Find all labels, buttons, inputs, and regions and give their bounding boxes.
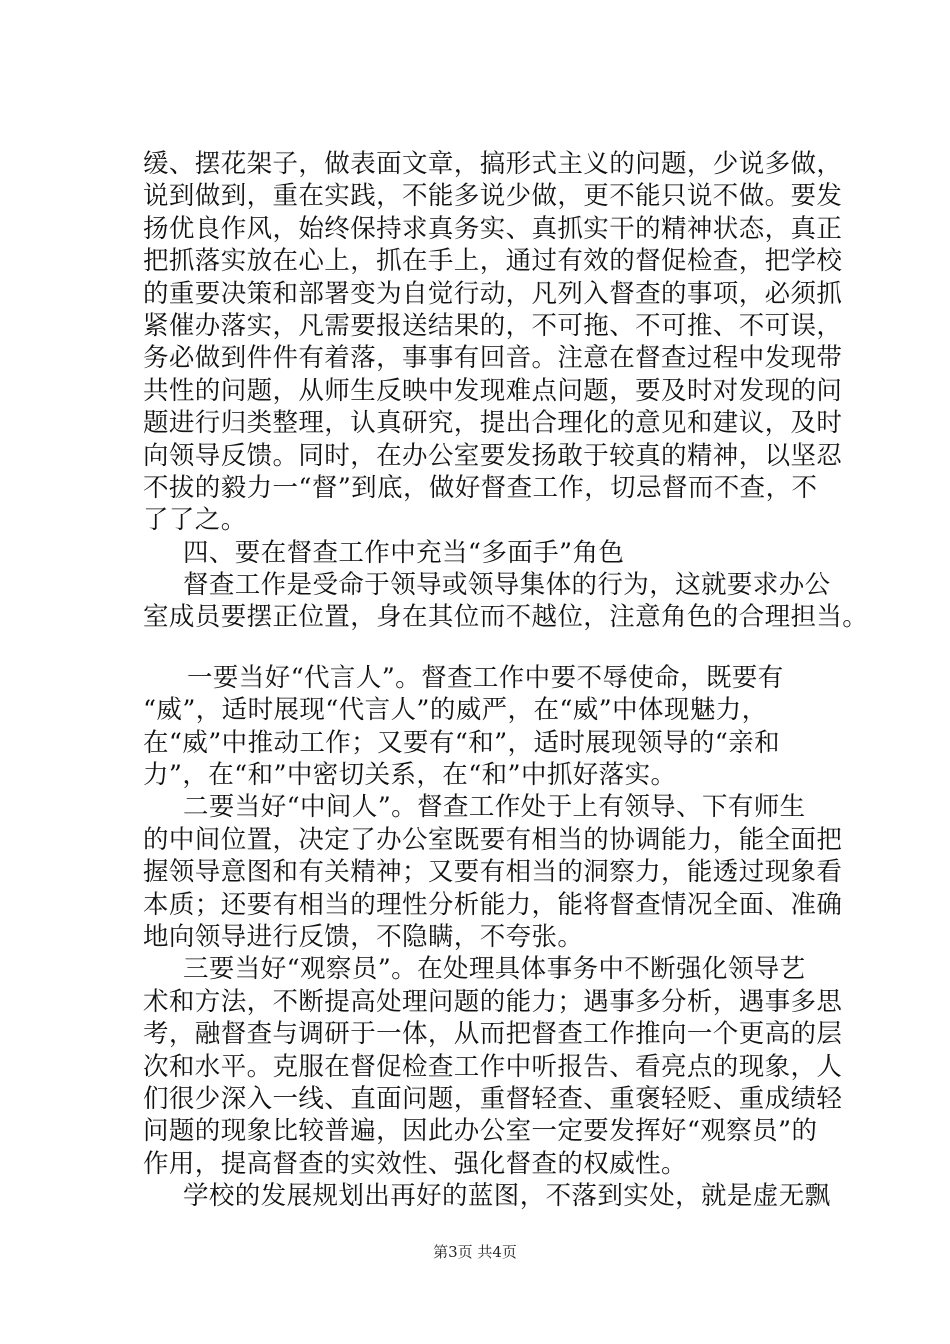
text-line: “威”，适时展现“代言人”的威严，在“威”中体现魅力， bbox=[143, 695, 768, 726]
text-line: 力”，在“和”中密切关系，在“和”中抓好落实。 bbox=[143, 760, 677, 791]
paragraph-start: 一要当好“代言人”。督查工作中要不辱使命，既要有 bbox=[187, 662, 784, 693]
text-line: 地向领导进行反馈，不隐瞒，不夸张。 bbox=[143, 921, 584, 952]
text-line: 们很少深入一线、直面问题，重督轻查、重褒轻贬、重成绩轻 bbox=[143, 1083, 843, 1114]
page-number-footer: 第3页 共4页 bbox=[433, 1243, 517, 1261]
text-line: 共性的问题，从师生反映中发现难点问题，要及时对发现的问 bbox=[143, 375, 843, 406]
text-line: 作用，提高督查的实效性、强化督查的权威性。 bbox=[143, 1148, 687, 1179]
text-line: 不拔的毅力一“督”到底，做好督查工作，切忌督而不查，不 bbox=[143, 472, 818, 503]
paragraph-start: 三要当好“观察员”。在处理具体事务中不断强化领导艺 bbox=[183, 954, 806, 985]
paragraph-start: 二要当好“中间人”。督查工作处于上有领导、下有师生 bbox=[183, 792, 806, 823]
paragraph-start: 学校的发展规划出再好的蓝图，不落到实处，就是虚无飘 bbox=[183, 1181, 831, 1212]
text-line: 术和方法，不断提高处理问题的能力；遇事多分析，遇事多思 bbox=[143, 986, 843, 1017]
text-line: 缓、摆花架子，做表面文章，搞形式主义的问题，少说多做， bbox=[143, 149, 843, 179]
text-line: 握领导意图和有关精神；又要有相当的洞察力，能透过现象看 bbox=[143, 857, 843, 888]
text-line: 务必做到件件有着落，事事有回音。注意在督查过程中发现带 bbox=[143, 343, 843, 374]
text-line: 考，融督查与调研于一体，从而把督查工作推向一个更高的层 bbox=[143, 1019, 843, 1050]
text-line: 了了之。 bbox=[143, 505, 247, 536]
text-line: 紧催办落实，凡需要报送结果的，不可拖、不可推、不可误， bbox=[143, 310, 843, 341]
paragraph-gap bbox=[143, 634, 843, 662]
text-line: 题进行归类整理，认真研究，提出合理化的意见和建议，及时 bbox=[143, 408, 843, 439]
text-line: 室成员要摆正位置，身在其位而不越位，注意角色的合理担当。 bbox=[143, 602, 869, 633]
text-line: 的中间位置，决定了办公室既要有相当的协调能力，能全面把 bbox=[143, 824, 843, 855]
text-line: 本质；还要有相当的理性分析能力，能将督查情况全面、准确 bbox=[143, 889, 843, 920]
text-line: 次和水平。克服在督促检查工作中听报告、看亮点的现象，人 bbox=[143, 1051, 843, 1082]
text-line: 说到做到，重在实践，不能多说少做，更不能只说不做。要发 bbox=[143, 181, 843, 212]
text-line: 向领导反馈。同时，在办公室要发扬敢于较真的精神，以坚忍 bbox=[143, 440, 843, 471]
text-line: 的重要决策和部署变为自觉行动，凡列入督查的事项，必须抓 bbox=[143, 278, 843, 309]
text-line: 在“威”中推动工作；又要有“和”，适时展现领导的“亲和 bbox=[143, 727, 780, 758]
document-body bbox=[143, 148, 869, 1213]
paragraph-start: 督查工作是受命于领导或领导集体的行为，这就要求办公 bbox=[183, 570, 831, 601]
section-heading: 四、要在督查工作中充当“多面手”角色 bbox=[183, 537, 625, 568]
text-line: 把抓落实放在心上，抓在手上，通过有效的督促检查，把学校 bbox=[143, 246, 843, 277]
text-line: 扬优良作风，始终保持求真务实、真抓实干的精神状态，真正 bbox=[143, 213, 843, 244]
text-line: 问题的现象比较普遍，因此办公室一定要发挥好“观察员”的 bbox=[143, 1116, 818, 1147]
